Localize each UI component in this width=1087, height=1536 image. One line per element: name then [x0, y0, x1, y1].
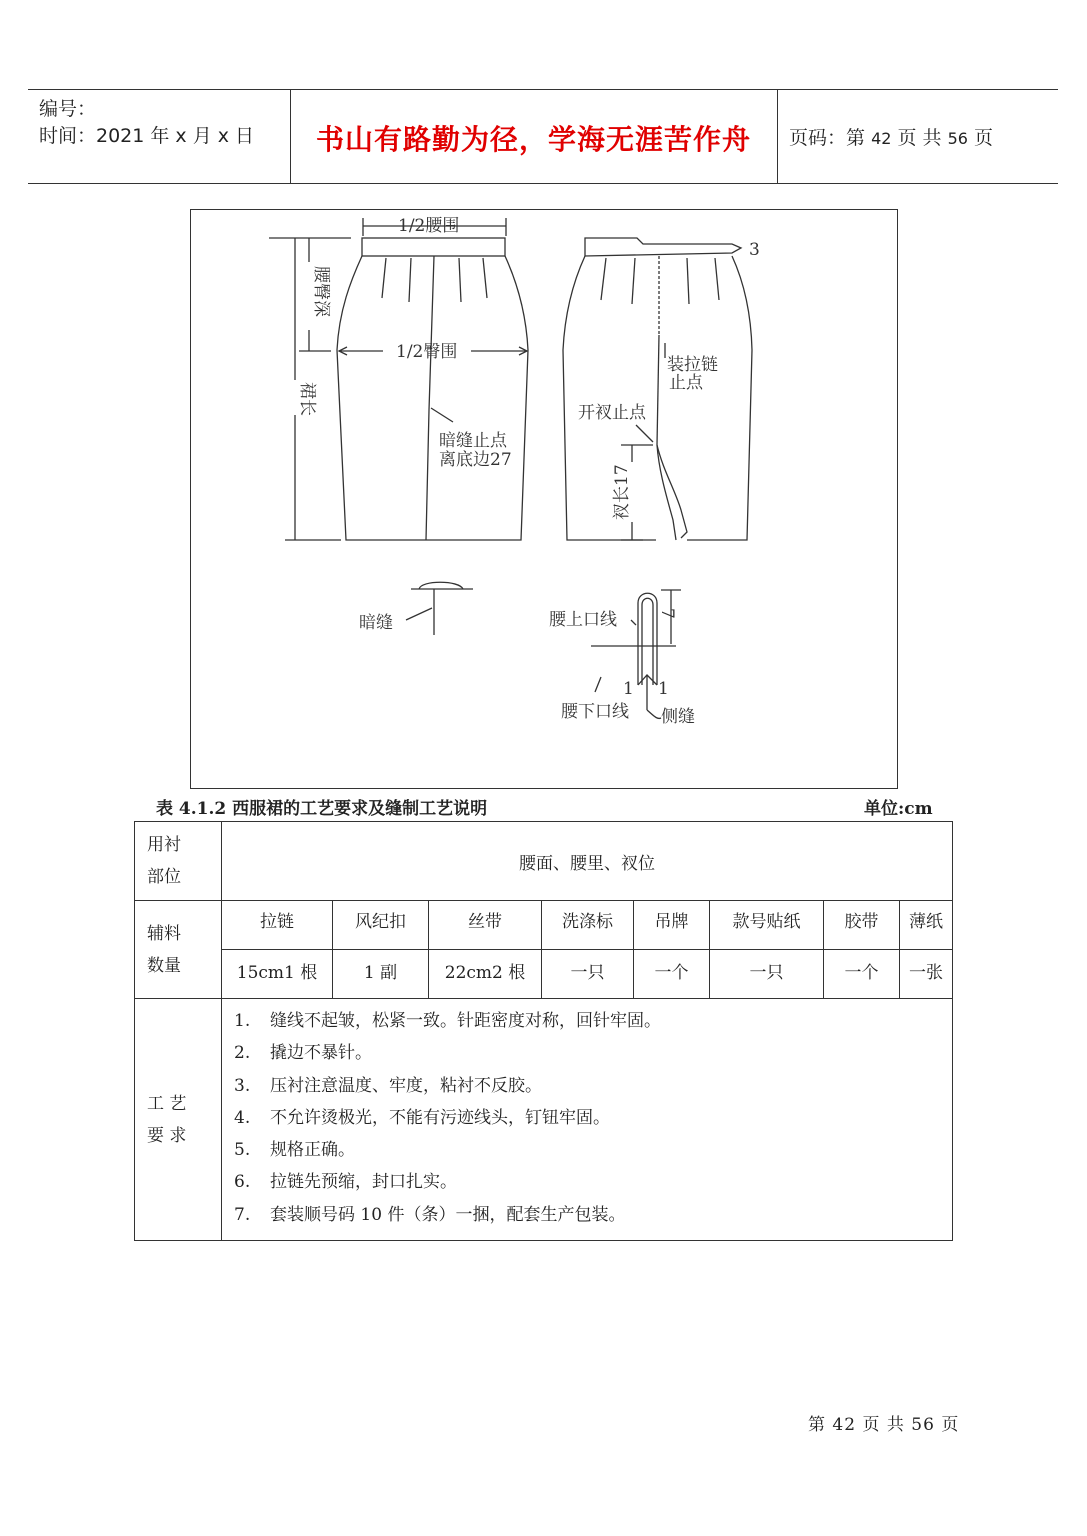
table-caption: 表 4.1.2 西服裙的工艺要求及缝制工艺说明: [156, 799, 488, 819]
accessory-header: 洗涤标: [542, 901, 634, 950]
back-view: [563, 238, 760, 540]
accessory-value: 1 副: [333, 950, 429, 999]
seam-fold: [419, 582, 463, 589]
front-dart: [459, 258, 461, 302]
table-unit: 单位:cm: [864, 799, 933, 819]
front-waistband: [362, 238, 505, 256]
leader-line: [595, 677, 601, 692]
header-motto-cell: [290, 90, 778, 183]
back-body-left: [563, 256, 656, 540]
accessory-value: 一张: [900, 950, 953, 999]
skirt-length-label: 裙长: [297, 382, 317, 416]
vent-length-label: 衩长17: [612, 464, 632, 520]
side-seam-label: 侧缝: [661, 707, 695, 727]
footer-total: 56: [911, 1415, 935, 1435]
list-item: 2. 撬边不暴针。: [234, 1043, 372, 1064]
page-prefix: 页码：第: [789, 127, 866, 149]
accessory-label: 辅料 数量: [135, 901, 222, 999]
accessory-header: 丝带: [429, 901, 542, 950]
list-item: 6. 拉链先预缩，封口扎实。: [234, 1172, 457, 1193]
accessory-header: 风纪扣: [333, 901, 429, 950]
accessory-value: 一只: [710, 950, 824, 999]
table-row: [135, 822, 953, 901]
skirt-diagram-svg: [191, 210, 897, 788]
list-item: 1. 缝线不起皱，松紧一致。针距密度对称，回针牢固。: [234, 1011, 661, 1031]
label-1a: 1: [623, 679, 634, 699]
accessory-header: 胶带: [824, 901, 900, 950]
code-label: 编号：: [39, 98, 97, 120]
accessory-value: 22cm2 根: [429, 950, 542, 999]
footer-current: 42: [832, 1415, 857, 1435]
front-dart: [409, 258, 411, 302]
skirt-diagram: [190, 209, 898, 789]
leader-line: [631, 620, 636, 625]
zip-stop-label-1: 装拉链: [667, 355, 718, 375]
hidden-seam-label: 暗缝: [359, 613, 393, 633]
back-dart: [601, 258, 606, 300]
hidden-seam-detail: [359, 582, 473, 635]
list-item: 7. 套装顺号码 10 件（条）一捆，配套生产包装。: [234, 1204, 626, 1225]
label-1b: 1: [658, 679, 669, 699]
page-current: 42: [871, 129, 892, 148]
accessory-header: 款号贴纸: [710, 901, 824, 950]
lining-label: 用衬 部位: [135, 822, 222, 901]
leader-line: [636, 425, 653, 442]
leader-line: [406, 608, 432, 620]
page-header: [28, 89, 1058, 184]
accessory-header: 拉链: [222, 901, 333, 950]
table-row: [135, 950, 953, 999]
list-item: 4. 不允许烫极光，不能有污迹线头，钉钮牢固。: [234, 1107, 610, 1128]
waistband-detail: [549, 590, 695, 727]
vent-edge: [657, 445, 676, 540]
page-mid: 页 共: [897, 127, 942, 149]
accessory-value: 15cm1 根: [222, 950, 333, 999]
back-label-3: 3: [749, 240, 760, 260]
half-waist-label: 1/2腰围: [398, 216, 460, 236]
spec-table: [134, 821, 953, 1241]
accessory-header: 吊牌: [634, 901, 710, 950]
page-footer: 第 42 页 共 56 页: [808, 1415, 960, 1435]
waistband-fold-inner: [642, 598, 653, 685]
back-waistband: [585, 238, 741, 256]
zip-stop-label-2: 止点: [669, 373, 703, 393]
back-dart: [715, 258, 719, 300]
lining-value: 腰面、腰里、衩位: [222, 822, 953, 901]
header-page-number: [789, 123, 993, 150]
hip-depth-label: 腰臀深: [311, 266, 331, 317]
accessory-value: 一个: [634, 950, 710, 999]
back-center-seam: [657, 335, 659, 445]
requirements-cell: [222, 999, 953, 1241]
half-hip-label: 1/2臀围: [396, 342, 458, 362]
requirements-label: 工 艺 要 求: [135, 999, 222, 1241]
list-item: 3. 压衬注意温度、牢度，粘衬不反胶。: [234, 1075, 542, 1096]
leader-line: [647, 710, 661, 718]
time-label: 时间：2021 年 x 月 x 日: [39, 125, 255, 147]
dart-stop-label-1: 暗缝止点: [439, 431, 507, 451]
table-row: [135, 999, 953, 1241]
accessory-value: 一只: [542, 950, 634, 999]
back-dart: [687, 258, 689, 304]
front-center-seam: [426, 256, 434, 540]
page-suffix: 页: [973, 127, 993, 149]
waist-top-label: 腰上口线: [549, 610, 617, 630]
motto: 书山有路勤为径，学海无涯苦作舟: [315, 123, 751, 156]
front-dart: [382, 258, 386, 298]
front-view: [269, 216, 528, 540]
dart-stop-label-2: 离底边27: [439, 450, 512, 470]
waistband-fold-outer: [638, 593, 657, 685]
list-item: 5. 规格正确。: [234, 1140, 355, 1161]
leader-line: [431, 408, 453, 422]
label-7: 7: [657, 608, 677, 619]
waist-bottom-label: 腰下口线: [561, 702, 629, 722]
accessory-header: 薄纸: [900, 901, 953, 950]
back-dart: [632, 258, 635, 304]
page-total: 56: [947, 129, 968, 148]
requirements-list: [222, 999, 952, 1239]
front-dart: [483, 258, 487, 298]
accessory-value: 一个: [824, 950, 900, 999]
header-meta: [28, 90, 291, 183]
vent-flap: [657, 445, 687, 538]
vent-stop-label: 开衩止点: [578, 403, 646, 423]
table-row: [135, 901, 953, 950]
